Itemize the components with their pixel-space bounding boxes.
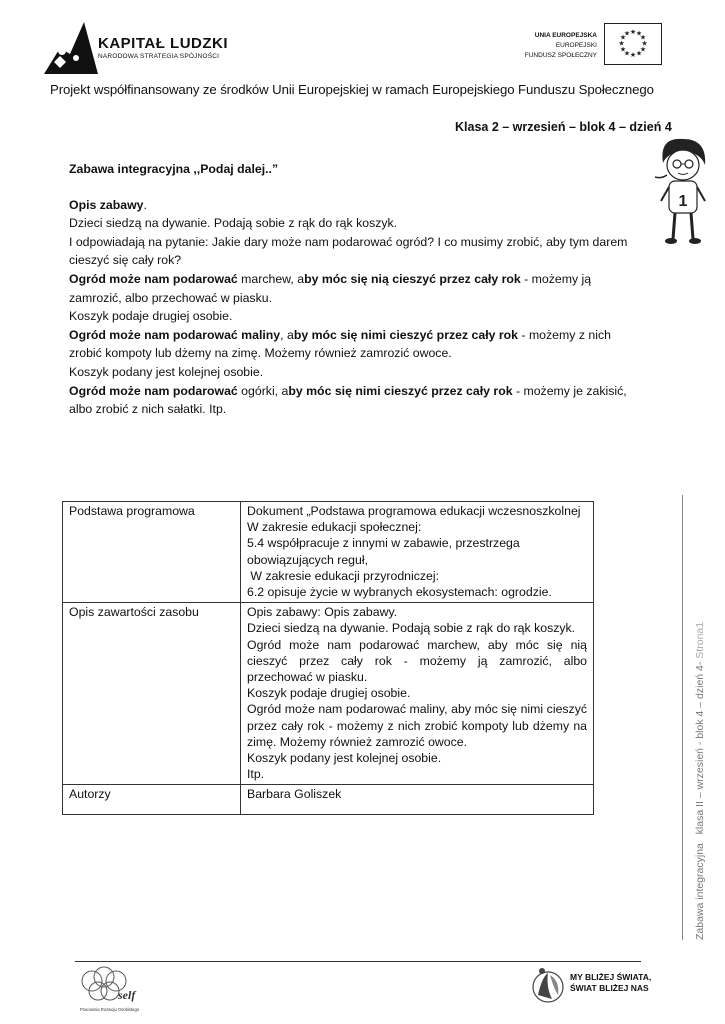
- desc-line-5: Ogród może nam podarować maliny, aby móc się nimi cieszyć przez cały rok - możemy z nich zrobić kompoty lub dżemy na zimę. Możemy również zamrozić owoce.: [247, 702, 587, 749]
- raspberries-text-1: , a: [280, 327, 294, 342]
- desc-line-3: Ogród może nam podarować marchew, aby móc się nią cieszyć przez cały rok - możemy ją zamrozić, albo przechować w piasku.: [247, 637, 587, 685]
- side-footer-text: [694, 600, 706, 940]
- svg-text:★: ★: [629, 51, 637, 59]
- svg-text:★: ★: [623, 29, 631, 38]
- basket-pass-2: Koszyk podany jest kolejnej osobie.: [69, 364, 264, 379]
- activity-description: [69, 160, 639, 419]
- raspberries-bold-2: by móc się nimi cieszyć przez cały rok: [293, 327, 519, 342]
- self-logo-word: self: [118, 988, 136, 1002]
- svg-text:★: ★: [635, 29, 643, 38]
- cucumbers-bold-1: Ogród może nam podarować: [69, 383, 238, 398]
- kapital-ludzki-logo-icon: [40, 18, 102, 76]
- self-logo-caption: Pracownia Rozwoju Osobistego: [80, 1007, 140, 1012]
- mbs-slogan: [570, 972, 651, 994]
- curriculum-line-3: 5.4 współpracuje z innymi w zabawie, przestrzega obowiązujących reguł,: [247, 536, 520, 567]
- description-value: [241, 603, 594, 785]
- kapital-ludzki-subtitle: NARODOWA STRATEGIA SPÓJNOŚCI: [98, 53, 220, 60]
- opis-dot: .: [143, 197, 147, 212]
- authors-value: Barbara Goliszek: [241, 785, 594, 815]
- carrots-text-2: - możemy ją zamrozić, albo przechować w piasku.: [69, 271, 592, 305]
- svg-text:★: ★: [618, 39, 625, 48]
- curriculum-label: Podstawa programowa: [63, 502, 241, 603]
- cucumbers-text-2: - możemy je zakisić, albo zrobić z nich sałatki. Itp.: [69, 383, 627, 417]
- desc-line-2: Dzieci siedzą na dywanie. Podają sobie z rąk do rąk koszyk.: [247, 621, 576, 636]
- activity-title: Zabawa integracyjna ,,Podaj dalej..”: [69, 162, 279, 176]
- cucumbers-text-1: ogórki, a: [237, 383, 289, 398]
- mascot-number: 1: [678, 193, 688, 210]
- authors-label: Autorzy: [63, 785, 241, 815]
- garden-gift-carrots: [69, 270, 639, 307]
- svg-text:★: ★: [641, 39, 648, 48]
- svg-text:★: ★: [619, 45, 627, 54]
- svg-text:★: ★: [619, 33, 627, 42]
- desc-line-1: Opis zabawy: Opis zabawy.: [247, 605, 398, 620]
- raspberries-text-2: - możemy z nich zrobić kompoty lub dżemy na zimę. Możemy również zamrozić owoce.: [69, 327, 611, 361]
- desc-line-4: Koszyk podaje drugiej osobie.: [247, 686, 411, 701]
- curriculum-value: [241, 502, 594, 603]
- svg-text:★: ★: [629, 28, 637, 36]
- desc-line-6: Koszyk podany jest kolejnej osobie.: [247, 751, 442, 766]
- mbs-line-2: ŚWIAT BLIŻEJ NAS: [570, 983, 649, 993]
- carrots-bold-1: Ogród może nam podarować: [69, 271, 238, 286]
- table-row-authors: [63, 785, 594, 815]
- page-number: Strona1: [694, 621, 706, 659]
- eu-flag-icon: [604, 23, 662, 65]
- eu-line-3: FUNDUSZ SPOŁECZNY: [524, 52, 597, 59]
- mbs-line-1: MY BLIŻEJ ŚWIATA,: [570, 972, 652, 982]
- svg-text:★: ★: [635, 49, 643, 58]
- resource-info-table: [62, 501, 594, 815]
- child-mascot-icon: [651, 135, 713, 245]
- side-divider: [682, 495, 683, 940]
- svg-text:★: ★: [639, 45, 647, 54]
- description-label: Opis zawartości zasobu: [63, 603, 241, 785]
- eu-line-1: UNIA EUROPEJSKA: [534, 32, 597, 39]
- description-line-2: I odpowiadają na pytanie: Jakie dary może nam podarować ogród? I co musimy zrobić, aby tym darem cieszyć się cały rok?: [69, 234, 628, 268]
- self-logo-icon: [78, 965, 148, 1015]
- carrots-text-1: marchew, a: [237, 271, 305, 286]
- table-row-description: [63, 603, 594, 785]
- project-cofinancing-line: Projekt współfinansowany ze środków Unii Europejskiej w ramach Europejskiego Funduszu Społecznego: [50, 82, 654, 97]
- opis-heading: Opis zabawy: [69, 197, 144, 212]
- globe-people-logo-icon: [530, 965, 566, 1009]
- desc-line-7: Itp.: [247, 767, 265, 782]
- description-line-1: Dzieci siedzą na dywanie. Podają sobie z rąk do rąk koszyk.: [69, 216, 398, 231]
- basket-pass-1: Koszyk podaje drugiej osobie.: [69, 309, 233, 324]
- eu-line-2: EUROPEJSKI: [555, 42, 597, 49]
- garden-gift-raspberries: [69, 326, 639, 363]
- eu-label: [480, 31, 597, 61]
- garden-gift-cucumbers: [69, 382, 639, 419]
- cucumbers-bold-2: by móc się nimi cieszyć przez cały rok: [288, 383, 513, 398]
- raspberries-bold-1: Ogród może nam podarować maliny: [69, 327, 281, 342]
- kapital-ludzki-title: KAPITAŁ LUDZKI: [98, 35, 229, 52]
- table-row-curriculum: [63, 502, 594, 603]
- bottom-divider: [75, 961, 641, 962]
- class-heading: Klasa 2 – wrzesień – blok 4 – dzień 4: [455, 120, 672, 134]
- curriculum-line-2: W zakresie edukacji społecznej:: [247, 520, 422, 535]
- svg-text:★: ★: [639, 33, 647, 42]
- curriculum-line-1: Dokument „Podstawa programowa edukacji wczesnoszkolnej: [247, 504, 581, 518]
- carrots-bold-2: by móc się nią cieszyć przez cały rok: [304, 271, 521, 286]
- description-heading: [69, 196, 639, 215]
- side-footer-title: Zabawa integracyjna klasa II – wrzesień - blok 4 – dzień 4-: [694, 658, 706, 940]
- curriculum-line-4: W zakresie edukacji przyrodniczej:: [247, 568, 440, 583]
- svg-text:★: ★: [623, 49, 631, 58]
- curriculum-line-5: 6.2 opisuje życie w wybranych ekosystemach: ogrodzie.: [247, 585, 552, 600]
